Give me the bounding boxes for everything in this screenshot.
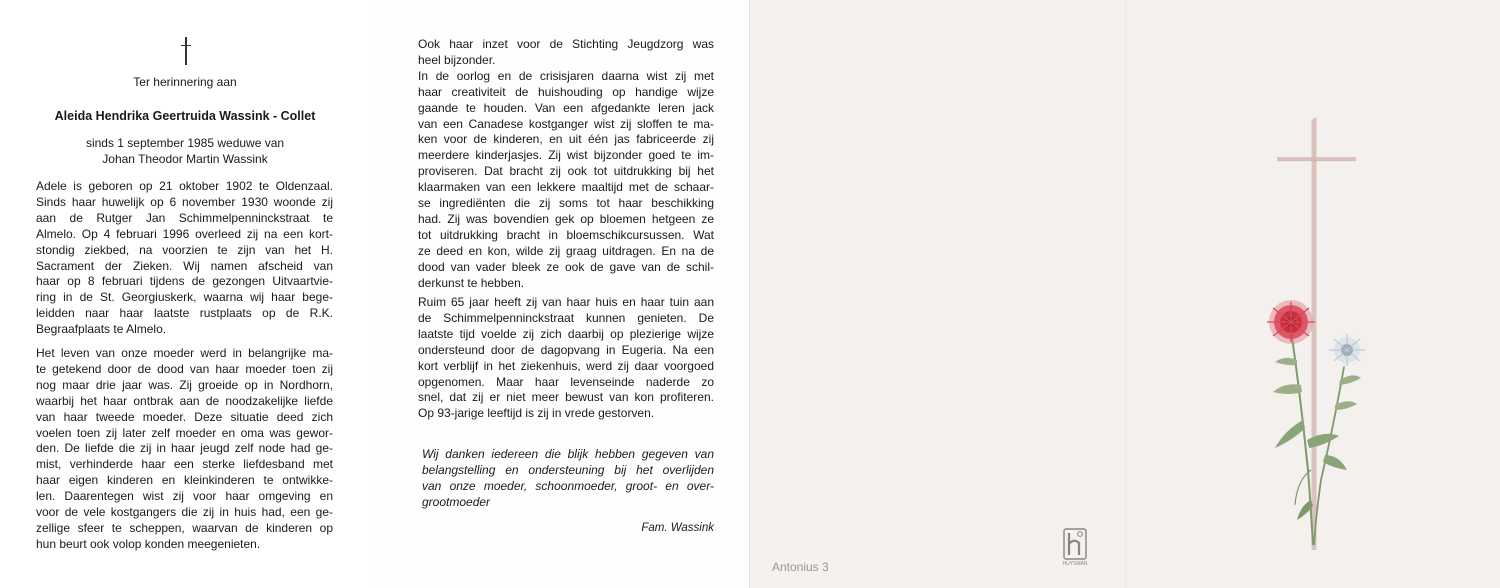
text-line: haar op 8 februari tijdens de gezongen Uitvaartvie- [36,274,333,289]
text-line: haar creativiteit de huishouding op handige wijze [418,84,714,99]
family-signature: Fam. Wassink [641,522,714,534]
widow-line: sinds 1 september 1985 weduwe van [85,136,285,150]
remembrance-heading: Ter herinnering aan [133,75,237,89]
text-line: meerdere kinderjasjes. Zij wist bijzonder goed te im- [418,148,714,163]
cross-icon [181,37,191,65]
text-line: snel, dat zij er niet meer bewust van kon profiteren. [418,390,714,405]
text-line: ondersteund door de dagopvang in Eugeria. Na een [418,342,714,357]
text-line: Begraafplaats te Almelo. [36,322,167,337]
card-code: Antonius 3 [772,560,829,574]
text-line: grootmoeder [422,494,491,509]
text-line: laatste tijd voelde zij zich daarbij op plezierige wijze [418,326,714,341]
text-line: van een Canadese kostganger wist zij sloffen te ma- [418,116,714,131]
text-line: gaande te houden. Van een afgedankte leren jack [418,100,714,115]
biography-paragraph-2 [36,346,333,553]
text-line: voor de vele kostgangers die zij in huis had, een ge- [36,505,333,520]
text-line: waarbij het haar ontbrak aan de noodzakelijke liefde [36,393,333,408]
text-line: heel bijzonder. [418,52,496,67]
text-line: leidden naar haar laatste rustplaats op de R.K. [36,306,333,321]
text-line: aan de Rutger Jan Schimmelpenninckstraat te [36,210,333,225]
text-line: Sacrament der Zieken. Wij namen afscheid van [36,258,333,273]
text-line: derkunst te hebben. [418,275,525,290]
text-line: kort verblijf in het ziekenhuis, werd zij daar voorgoed [418,358,714,373]
text-line: ring in de St. Georgiuskerk, waarna wij haar bege- [36,290,333,305]
printer-logo-text: HUYSMAN [1062,561,1088,567]
text-line: proviseren. Dat bracht zij ook tot uitdrukking bij het [418,164,714,179]
text-line: ken voor de kinderen, en uit één jas fabriceerde zij [418,132,714,147]
text-line: had. Zij was bovendien gek op bloemen hetgeen ze [418,211,714,226]
text-line: de Schimmelpenninckstraat kunnen genieten. De [418,310,714,325]
thanks-paragraph [422,447,714,511]
text-line: te getekend door de dood van haar moeder toen zij [36,361,333,376]
text-line: klaarmaken van een lekkere maaltijd met de schaar- [418,180,714,195]
text-line: Almelo. Op 4 februari 1996 overleed zij na een kort- [36,226,333,241]
text-line: Adele is geboren op 21 oktober 1902 te Oldenzaal. [36,179,333,193]
text-line: zellige sfeer te scheppen, waarvan de kinderen op [36,520,333,535]
text-line: Sinds haar huwelijk op 6 november 1930 woonde zij [36,194,333,209]
text-line: opgenomen. Maar haar levenseinde naderde zo [418,374,714,389]
biography-paragraph-4 [418,295,714,422]
printer-logo-icon [1062,527,1088,567]
text-line: Het leven van onze moeder werd in belangrijke ma- [36,346,333,360]
text-line: haar eigen kinderen en kleinkinderen te ontwikke- [36,473,333,488]
text-line: len. Daarentegen wist zij voor haar omgeving en [36,489,333,504]
fold-line [749,0,750,588]
text-line: voelen toen zij later zelf moeder en oma was gewor- [36,425,333,440]
deceased-name: Aleida Hendrika Geertruida Wassink - Collet [54,109,316,123]
text-line: nog maar drie jaar was. Zij groeide op in Nordhorn, [36,377,333,392]
text-line: Ruim 65 jaar heeft zij van haar huis en haar tuin aan [418,295,714,309]
husband-name: Johan Theodor Martin Wassink [102,152,268,166]
text-line: tot uitdrukking bracht in bloemschikcursussen. Wat [418,227,714,242]
text-line: van haar tweede moeder. Deze situatie deed zich [36,409,333,424]
biography-paragraph-3 [418,37,714,292]
text-line: se ingrediënten die zij soms tot haar beschikking [418,196,714,211]
text-line: mist, verhinderde haar een sterke liefdesband met [36,457,333,472]
text-line: dood van vader bleek ze ook de gave van de schil- [418,259,714,274]
text-line: den. De liefde die zij in haar jeugd zelf node had ge- [36,441,333,456]
text-line: belangstelling en ondersteuning bij het overlijden [422,462,714,477]
back-cover [749,0,1125,588]
text-line: Op 93-jarige leeftijd is zij in vrede gestorven. [418,406,655,421]
text-line: ze deed en kon, wilde zij graag uitdragen. En na de [418,243,714,258]
text-line: Wij danken iedereen die blijk hebben gegeven van [422,447,714,461]
text-line: van onze moeder, schoonmoeder, groot- en over- [422,478,714,493]
text-line: Ook haar inzet voor de Stichting Jeugdzorg was [418,37,714,51]
text-line: hun beurt ook volop konden meegenieten. [36,536,261,551]
cross-with-flowers-illustration [1125,0,1500,588]
biography-paragraph-1 [36,179,333,338]
text-line: In de oorlog en de crisisjaren daarna wist zij met [418,68,714,83]
text-line: stondig ziekbed, na voorzien te zijn van het H. [36,242,333,257]
